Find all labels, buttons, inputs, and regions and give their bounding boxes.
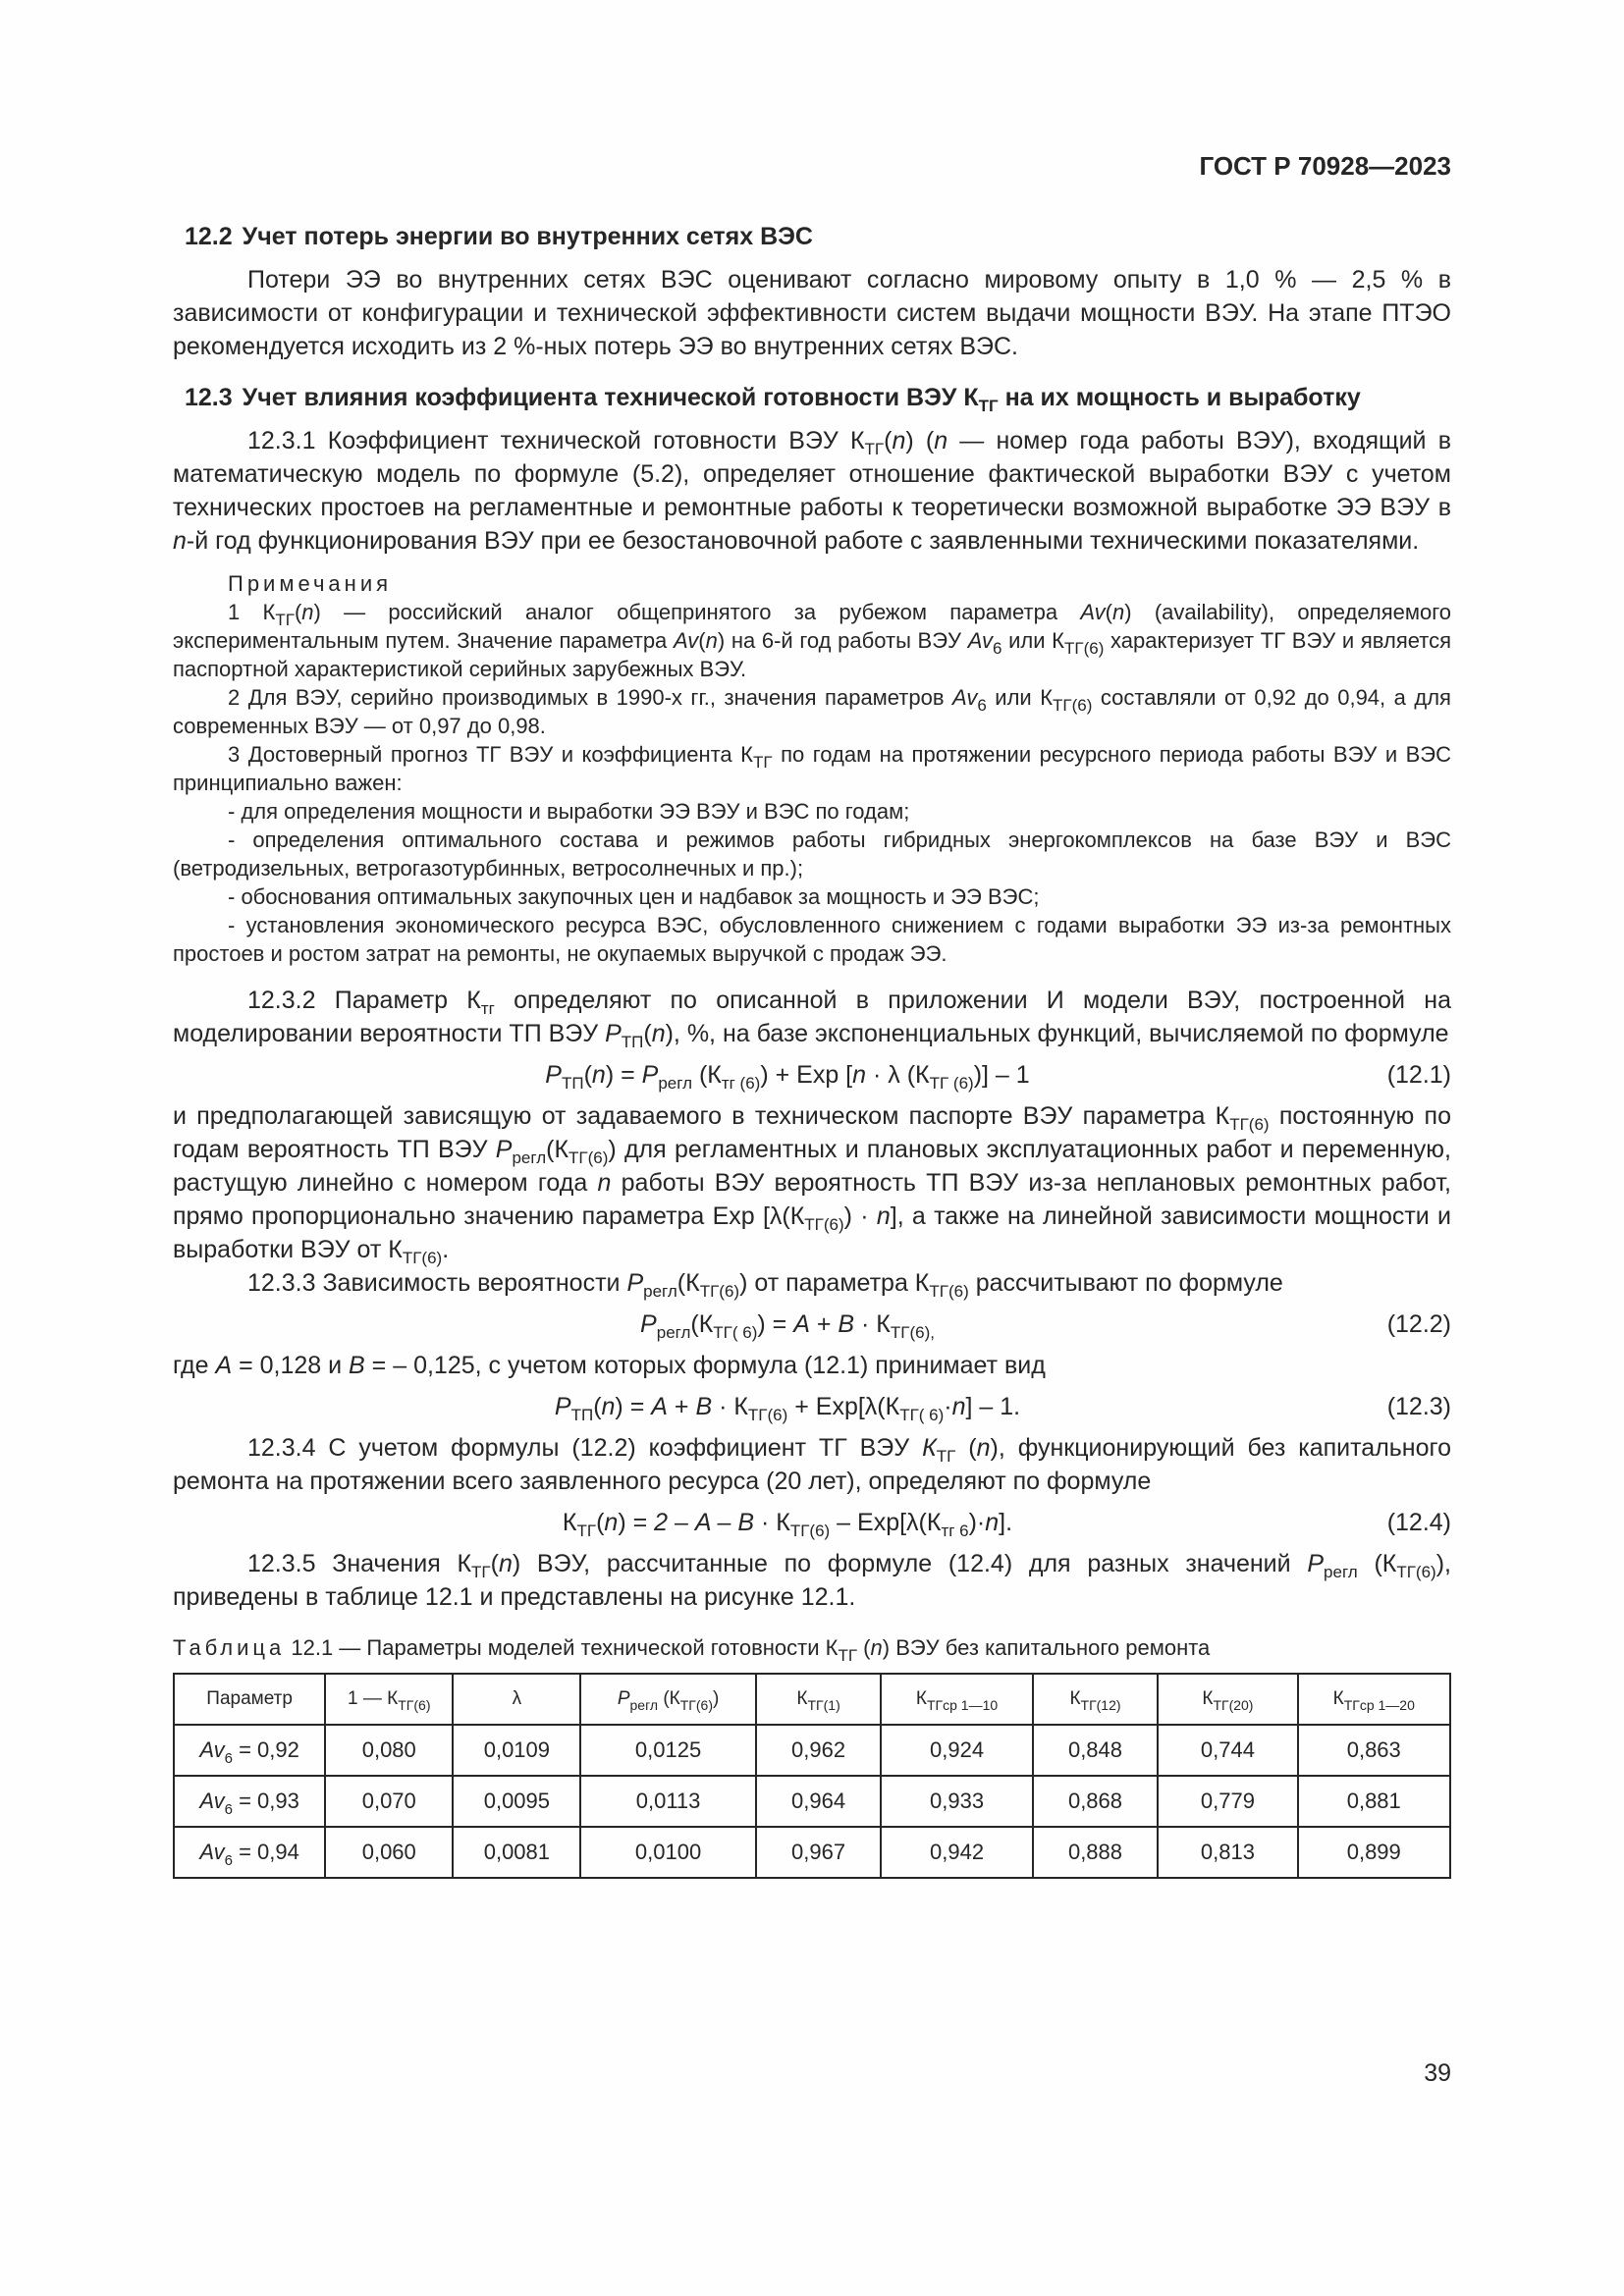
subscript: ТГср 1—10 bbox=[926, 1697, 999, 1713]
subscript: ТГ(6) bbox=[568, 1148, 609, 1167]
text: 3 Достоверный прогноз ТГ ВЭУ и коэффициента К bbox=[228, 742, 753, 767]
text: . bbox=[442, 1236, 450, 1263]
table-cell: 0,899 bbox=[1298, 1827, 1451, 1878]
subscript: ТГср 1—20 bbox=[1343, 1697, 1415, 1713]
table-cell: 0,933 bbox=[881, 1776, 1032, 1827]
variable: n bbox=[892, 427, 906, 454]
subscript: регл bbox=[1324, 1563, 1358, 1581]
subscript: 6 bbox=[224, 1852, 233, 1869]
text: (К bbox=[546, 1136, 569, 1163]
variable: A bbox=[793, 1310, 810, 1338]
section-title: Учет потерь энергии во внутренних сетях ВЭС bbox=[242, 223, 813, 250]
text: ) на 6-й год работы ВЭУ bbox=[717, 628, 968, 653]
text: 12.3.4 С учетом формулы (12.2) коэффициент ТГ ВЭУ bbox=[247, 1434, 923, 1462]
subscript: ТГ( 6) bbox=[713, 1323, 758, 1342]
table-cell: 0,0109 bbox=[453, 1725, 580, 1776]
table-cell: 0,964 bbox=[756, 1776, 882, 1827]
text: + bbox=[667, 1393, 696, 1420]
variable: К bbox=[922, 1434, 937, 1462]
subscript: ТГ(6) bbox=[789, 1522, 831, 1540]
subscript: ТГ bbox=[978, 397, 999, 415]
subscript: ТГ(6) bbox=[1064, 639, 1105, 658]
subscript: ТГ(6) bbox=[679, 1697, 713, 1713]
variable: P bbox=[626, 1269, 644, 1297]
subscript: 6 bbox=[992, 639, 1002, 658]
text: ) = bbox=[757, 1310, 794, 1338]
formula-expression bbox=[173, 1058, 1343, 1092]
table-cell: 0,779 bbox=[1158, 1776, 1297, 1827]
text: ) ВЭУ, рассчитанные по формуле (12.4) для разных значений bbox=[512, 1550, 1308, 1577]
text: ( bbox=[857, 1635, 871, 1660]
section-12-2-heading bbox=[173, 220, 1451, 253]
text: ) ВЭУ без капитального ремонта bbox=[882, 1635, 1211, 1660]
subscript: ТГ bbox=[275, 611, 295, 629]
text: · К bbox=[712, 1393, 748, 1420]
table-caption bbox=[173, 1633, 1451, 1663]
variable: n bbox=[705, 628, 718, 653]
text: ]. bbox=[999, 1509, 1013, 1536]
subscript: тг (6) bbox=[721, 1074, 761, 1093]
table-cell: 0,868 bbox=[1033, 1776, 1159, 1827]
subscript: ТГ bbox=[936, 1447, 956, 1466]
text: ( bbox=[1105, 600, 1112, 624]
text: ( bbox=[596, 1509, 605, 1536]
subscript: ТГ(20) bbox=[1213, 1697, 1254, 1713]
text: ) + Exp [ bbox=[760, 1061, 853, 1089]
text: и предполагающей зависящую от задаваемого в техническом паспорте ВЭУ параметра К bbox=[173, 1102, 1230, 1130]
text: = 0,128 и bbox=[232, 1352, 350, 1379]
text: ), приведены в таблице 12.1 и представлены на рисунке 12.1. bbox=[173, 1550, 1451, 1611]
paragraph-after-12-1 bbox=[173, 1099, 1451, 1266]
table-cell: 0,744 bbox=[1158, 1725, 1297, 1776]
subscript: ТГ(1) bbox=[807, 1697, 840, 1713]
variable: n bbox=[934, 427, 948, 454]
subscript: ТГ(6) bbox=[699, 1282, 740, 1301]
section-title-end: на их мощность и выработку bbox=[998, 384, 1361, 411]
subscript: ТГ bbox=[838, 1646, 858, 1665]
subscript: ТГ(6) bbox=[747, 1406, 788, 1424]
variable: n bbox=[876, 1202, 891, 1230]
text: ) ( bbox=[905, 427, 935, 454]
variable: Av bbox=[952, 685, 978, 710]
subscript: 6 bbox=[977, 696, 987, 715]
text: ( bbox=[593, 1393, 602, 1420]
table-caption-word: Таблица bbox=[173, 1635, 286, 1660]
subscript: ТГ bbox=[471, 1563, 491, 1581]
text: (К bbox=[1357, 1550, 1397, 1577]
text: = 0,94 bbox=[232, 1840, 299, 1864]
text: — номер года работы ВЭУ), входящий в математическую модель по формуле (5.2), определяет отношение фактической выработки ВЭУ с учетом технических простоев на регламентные и ремонтные работы к теоретически возможной выработке ЭЭ ВЭУ в bbox=[173, 427, 1451, 521]
notes-caption: Примечания bbox=[228, 571, 393, 596]
text: ) · bbox=[843, 1202, 877, 1230]
text: (К bbox=[692, 1061, 722, 1089]
paragraph-12-3-1 bbox=[173, 424, 1451, 558]
text: рассчитывают по формуле bbox=[968, 1269, 1283, 1297]
text: (К bbox=[690, 1310, 714, 1338]
subscript: регл bbox=[658, 1074, 692, 1093]
text: · λ (К bbox=[866, 1061, 930, 1089]
text: по годам на протяжении ресурсного периода работы ВЭУ и ВЭС принципиально важен: bbox=[173, 742, 1452, 795]
subscript: регл bbox=[512, 1148, 547, 1167]
variable: P bbox=[641, 1061, 659, 1089]
variable: n bbox=[498, 1550, 513, 1577]
formula-expression bbox=[173, 1308, 1343, 1341]
text: ) (availability), определяемого экспериментальным путем. Значение параметра bbox=[173, 600, 1451, 653]
subscript: регл bbox=[629, 1697, 659, 1713]
text: 12.3.5 Значения К bbox=[247, 1550, 472, 1577]
variable: P bbox=[554, 1393, 571, 1420]
variable: Av bbox=[967, 628, 993, 653]
table-cell: 0,881 bbox=[1298, 1776, 1451, 1827]
text: 12.3.2 Параметр К bbox=[247, 987, 481, 1014]
subscript: ТГ( 6) bbox=[899, 1406, 945, 1424]
subscript: регл bbox=[656, 1323, 691, 1342]
variable: n bbox=[591, 1061, 606, 1089]
text: ( bbox=[643, 1020, 652, 1047]
param-cell bbox=[174, 1776, 325, 1827]
header-cell bbox=[1158, 1674, 1297, 1725]
subscript: ТГ(6) bbox=[1229, 1115, 1270, 1134]
text: (К bbox=[658, 1688, 680, 1709]
text: )· bbox=[968, 1509, 986, 1536]
text: ( bbox=[884, 427, 893, 454]
formula-number: (12.3) bbox=[1386, 1393, 1451, 1420]
table-cell: 0,888 bbox=[1033, 1827, 1159, 1878]
table-cell: 0,0081 bbox=[453, 1827, 580, 1878]
subscript: ТГ(12) bbox=[1080, 1697, 1121, 1713]
table-cell: 0,080 bbox=[325, 1725, 453, 1776]
text: ( bbox=[294, 600, 302, 624]
variable: Av bbox=[673, 628, 699, 653]
section-number: 12.3 bbox=[185, 384, 233, 411]
formula-expression bbox=[173, 1506, 1343, 1539]
text: · К bbox=[854, 1310, 891, 1338]
text: 12.1 — Параметры моделей технической готовности К bbox=[285, 1635, 839, 1660]
text: К bbox=[1332, 1688, 1344, 1709]
variable: n bbox=[870, 1635, 883, 1660]
note-2 bbox=[173, 683, 1451, 740]
formula-12-3 bbox=[173, 1390, 1451, 1423]
header-cell bbox=[174, 1674, 325, 1725]
text: составляли от 0,92 до 0,94, а для современных ВЭУ — от 0,97 до 0,98. bbox=[173, 685, 1451, 738]
variable: Av bbox=[199, 1840, 225, 1864]
table-header-row bbox=[174, 1674, 1450, 1725]
document-header: ГОСТ Р 70928—2023 bbox=[1199, 151, 1451, 181]
note-1 bbox=[173, 598, 1451, 683]
text: характеризует ТГ ВЭУ и является паспортной характеристикой серийных зарубежных ВЭУ. bbox=[173, 628, 1451, 681]
text: 12.3.1 Коэффициент технической готовности ВЭУ К bbox=[247, 427, 865, 454]
text: ], а также на линейной зависимости мощности и выработки ВЭУ от К bbox=[173, 1202, 1452, 1263]
table-cell: 0,060 bbox=[325, 1827, 453, 1878]
text: или К bbox=[1001, 628, 1064, 653]
text: 2 Для ВЭУ, серийно производимых в 1990-х гг., значения параметров bbox=[228, 685, 953, 710]
table-cell: 0,0113 bbox=[580, 1776, 755, 1827]
text: λ bbox=[512, 1688, 522, 1709]
text: + bbox=[809, 1310, 839, 1338]
text: ( bbox=[583, 1061, 592, 1089]
header-cell bbox=[1298, 1674, 1451, 1725]
header-cell bbox=[325, 1674, 453, 1725]
paragraph-12-3-2 bbox=[173, 984, 1451, 1050]
variable: Av bbox=[1080, 600, 1106, 624]
header-cell bbox=[756, 1674, 882, 1725]
text: К bbox=[1202, 1688, 1214, 1709]
subscript: 6 bbox=[224, 1801, 233, 1818]
text: Параметр bbox=[206, 1688, 293, 1709]
section-number: 12.2 bbox=[185, 223, 233, 250]
text: ] – 1. bbox=[965, 1393, 1021, 1420]
subscript: ТГ(6) bbox=[1053, 696, 1093, 715]
note-3 bbox=[173, 740, 1451, 797]
variable: n bbox=[976, 1434, 991, 1462]
paragraph-12-3-3 bbox=[173, 1266, 1451, 1300]
notes-block bbox=[173, 569, 1451, 968]
variable: P bbox=[640, 1310, 657, 1338]
table-cell: 0,967 bbox=[756, 1827, 882, 1878]
variable: n bbox=[597, 1169, 612, 1197]
text: К bbox=[796, 1688, 808, 1709]
subscript: ТГ(6) bbox=[1396, 1563, 1436, 1581]
text: ), функционирующий без капитального ремонта на протяжении всего заявленного ресурса (20 лет), определяют по формуле bbox=[173, 1434, 1451, 1495]
variable: n bbox=[301, 600, 314, 624]
variable: n bbox=[604, 1509, 619, 1536]
text: ), %, на базе экспоненциальных функций, вычисляемой по формуле bbox=[665, 1020, 1449, 1047]
table-cell: 0,942 bbox=[881, 1827, 1032, 1878]
formula-number: (12.2) bbox=[1386, 1310, 1451, 1338]
header-cell bbox=[453, 1674, 580, 1725]
variable: n bbox=[951, 1393, 966, 1420]
table-cell: 0,813 bbox=[1158, 1827, 1297, 1878]
table-row bbox=[174, 1776, 1450, 1827]
variable: n bbox=[601, 1393, 616, 1420]
subscript: тг bbox=[480, 999, 495, 1018]
text: К bbox=[1069, 1688, 1081, 1709]
variable: P bbox=[1307, 1550, 1325, 1577]
table-cell: 0,962 bbox=[756, 1725, 882, 1776]
text: ) bbox=[713, 1688, 720, 1709]
subscript: ТГ(6) bbox=[402, 1249, 443, 1267]
table-cell: 0,848 bbox=[1033, 1725, 1159, 1776]
text: -й год функционирования ВЭУ при ее безостановочной работе с заявленными техническими показателями. bbox=[186, 527, 1420, 555]
subscript: ТГ(6), bbox=[890, 1323, 935, 1342]
param-cell bbox=[174, 1725, 325, 1776]
variable: P bbox=[495, 1136, 513, 1163]
text: определяют по описанной в приложении И модели ВЭУ, построенной на моделировании вероятности ТП ВЭУ bbox=[173, 987, 1451, 1047]
param-cell bbox=[174, 1827, 325, 1878]
variable: A bbox=[651, 1393, 668, 1420]
table-cell: 0,0095 bbox=[453, 1776, 580, 1827]
variable: B bbox=[838, 1310, 855, 1338]
subscript: тг 6 bbox=[941, 1522, 969, 1540]
formula-12-1 bbox=[173, 1058, 1451, 1092]
subscript: ТГ(6) bbox=[929, 1282, 969, 1301]
variable: B bbox=[349, 1352, 365, 1379]
text: 1 — К bbox=[348, 1688, 399, 1709]
table-cell: 0,0125 bbox=[580, 1725, 755, 1776]
table-cell: 0,0100 bbox=[580, 1827, 755, 1878]
variable: n bbox=[173, 527, 187, 555]
text: ( bbox=[698, 628, 706, 653]
text: = – 0,125, с учетом которых формула (12.1) принимает вид bbox=[364, 1352, 1046, 1379]
text: ( bbox=[490, 1550, 499, 1577]
text: К bbox=[915, 1688, 927, 1709]
text: 12.3.3 Зависимость вероятности bbox=[247, 1269, 627, 1297]
formula-12-4 bbox=[173, 1506, 1451, 1539]
header-cell bbox=[1033, 1674, 1159, 1725]
text: = 0,93 bbox=[232, 1789, 299, 1813]
parameters-table bbox=[173, 1673, 1451, 1879]
subscript: ТГ(6) bbox=[804, 1215, 844, 1234]
text: ) = bbox=[618, 1509, 655, 1536]
section-12-3-heading bbox=[173, 381, 1451, 414]
header-cell bbox=[881, 1674, 1032, 1725]
section-12-2-paragraph: Потери ЭЭ во внутренних сетях ВЭС оценивают согласно мировому опыту в 1,0 % — 2,5 % в зависимости от конфигурации и технической эффективности систем выдачи мощности ВЭУ. На этапе ПТЭО рекомендуется исходить из 2 %-ных потерь ЭЭ во внутренних сетях ВЭС. bbox=[173, 266, 1451, 360]
text: ) от параметра К bbox=[739, 1269, 930, 1297]
table-cell: 0,070 bbox=[325, 1776, 453, 1827]
text: 1 К bbox=[228, 600, 276, 624]
variable: 2 – A – B bbox=[654, 1509, 755, 1536]
note-bullet: - установления экономического ресурса ВЭС, обусловленного снижением с годами выработки ЭЭ из-за ремонтных простоев и ростом затрат на ремонты, не окупаемых выручкой с продаж ЭЭ. bbox=[173, 913, 1451, 966]
text: ) — российский аналог общепринятого за рубежом параметра bbox=[313, 600, 1081, 624]
paragraph-12-3-4 bbox=[173, 1431, 1451, 1498]
section-title: Учет влияния коэффициента технической готовности ВЭУ К bbox=[242, 384, 979, 411]
variable: A bbox=[215, 1352, 233, 1379]
subscript: ТГ bbox=[864, 440, 885, 458]
text: · bbox=[944, 1393, 952, 1420]
variable: P bbox=[605, 1020, 622, 1047]
text: · К bbox=[754, 1509, 790, 1536]
subscript: ТГ bbox=[576, 1522, 597, 1540]
variable: Av bbox=[199, 1737, 225, 1762]
variable: P bbox=[545, 1061, 562, 1089]
note-bullet: - обоснования оптимальных закупочных цен и надбавок за мощность и ЭЭ ВЭС; bbox=[228, 884, 1040, 909]
subscript: регл bbox=[643, 1282, 677, 1301]
page-number: 39 bbox=[1424, 2059, 1451, 2087]
variable: P bbox=[617, 1688, 630, 1709]
formula-number: (12.4) bbox=[1386, 1509, 1451, 1536]
text: или К bbox=[986, 685, 1054, 710]
text: работы ВЭУ вероятность ТП ВЭУ из-за неплановых ремонтных работ, прямо пропорционально значению параметра Exp [λ(К bbox=[173, 1169, 1451, 1230]
variable: Av bbox=[199, 1789, 225, 1813]
text: постоянную по годам вероятность ТП ВЭУ bbox=[173, 1102, 1451, 1163]
note-bullet: - определения оптимального состава и режимов работы гибридных энергокомплексов на базе ВЭУ и ВЭС (ветродизельных, ветрогазотурбинных, ветросолнечных и пр.); bbox=[173, 828, 1451, 881]
variable: n bbox=[651, 1020, 666, 1047]
text: + Exp[λ(К bbox=[787, 1393, 900, 1420]
formula-expression bbox=[173, 1390, 1343, 1423]
subscript: ТП bbox=[561, 1074, 584, 1093]
variable: n bbox=[1111, 600, 1125, 624]
subscript: ТП bbox=[570, 1406, 594, 1424]
header-cell bbox=[580, 1674, 755, 1725]
text: – Exp[λ(К bbox=[830, 1509, 942, 1536]
subscript: ТП bbox=[621, 1033, 644, 1051]
subscript: ТГ bbox=[752, 753, 773, 772]
text: (К bbox=[677, 1269, 700, 1297]
formula-12-2 bbox=[173, 1308, 1451, 1341]
note-bullet: - для определения мощности и выработки ЭЭ ВЭУ и ВЭС по годам; bbox=[228, 799, 910, 824]
text: ) = bbox=[615, 1393, 652, 1420]
variable: n bbox=[985, 1509, 1000, 1536]
table-row bbox=[174, 1827, 1450, 1878]
variable: n bbox=[852, 1061, 867, 1089]
text: ) для регламентных и плановых эксплуатационных работ и переменную, растущую линейно с номером года bbox=[173, 1136, 1451, 1197]
paragraph-where bbox=[173, 1349, 1451, 1382]
text: где bbox=[173, 1352, 216, 1379]
text: = 0,92 bbox=[232, 1737, 299, 1762]
table-row bbox=[174, 1725, 1450, 1776]
table-cell: 0,924 bbox=[881, 1725, 1032, 1776]
table-cell: 0,863 bbox=[1298, 1725, 1451, 1776]
formula-number: (12.1) bbox=[1386, 1061, 1451, 1089]
paragraph-12-3-5 bbox=[173, 1547, 1451, 1614]
variable: B bbox=[695, 1393, 713, 1420]
subscript: ТГ(6) bbox=[398, 1697, 431, 1713]
text: )] – 1 bbox=[973, 1061, 1030, 1089]
text: ) = bbox=[605, 1061, 642, 1089]
subscript: ТГ (6) bbox=[929, 1074, 974, 1093]
subscript: 6 bbox=[224, 1750, 233, 1767]
text: К bbox=[562, 1509, 577, 1536]
text: ( bbox=[955, 1434, 977, 1462]
